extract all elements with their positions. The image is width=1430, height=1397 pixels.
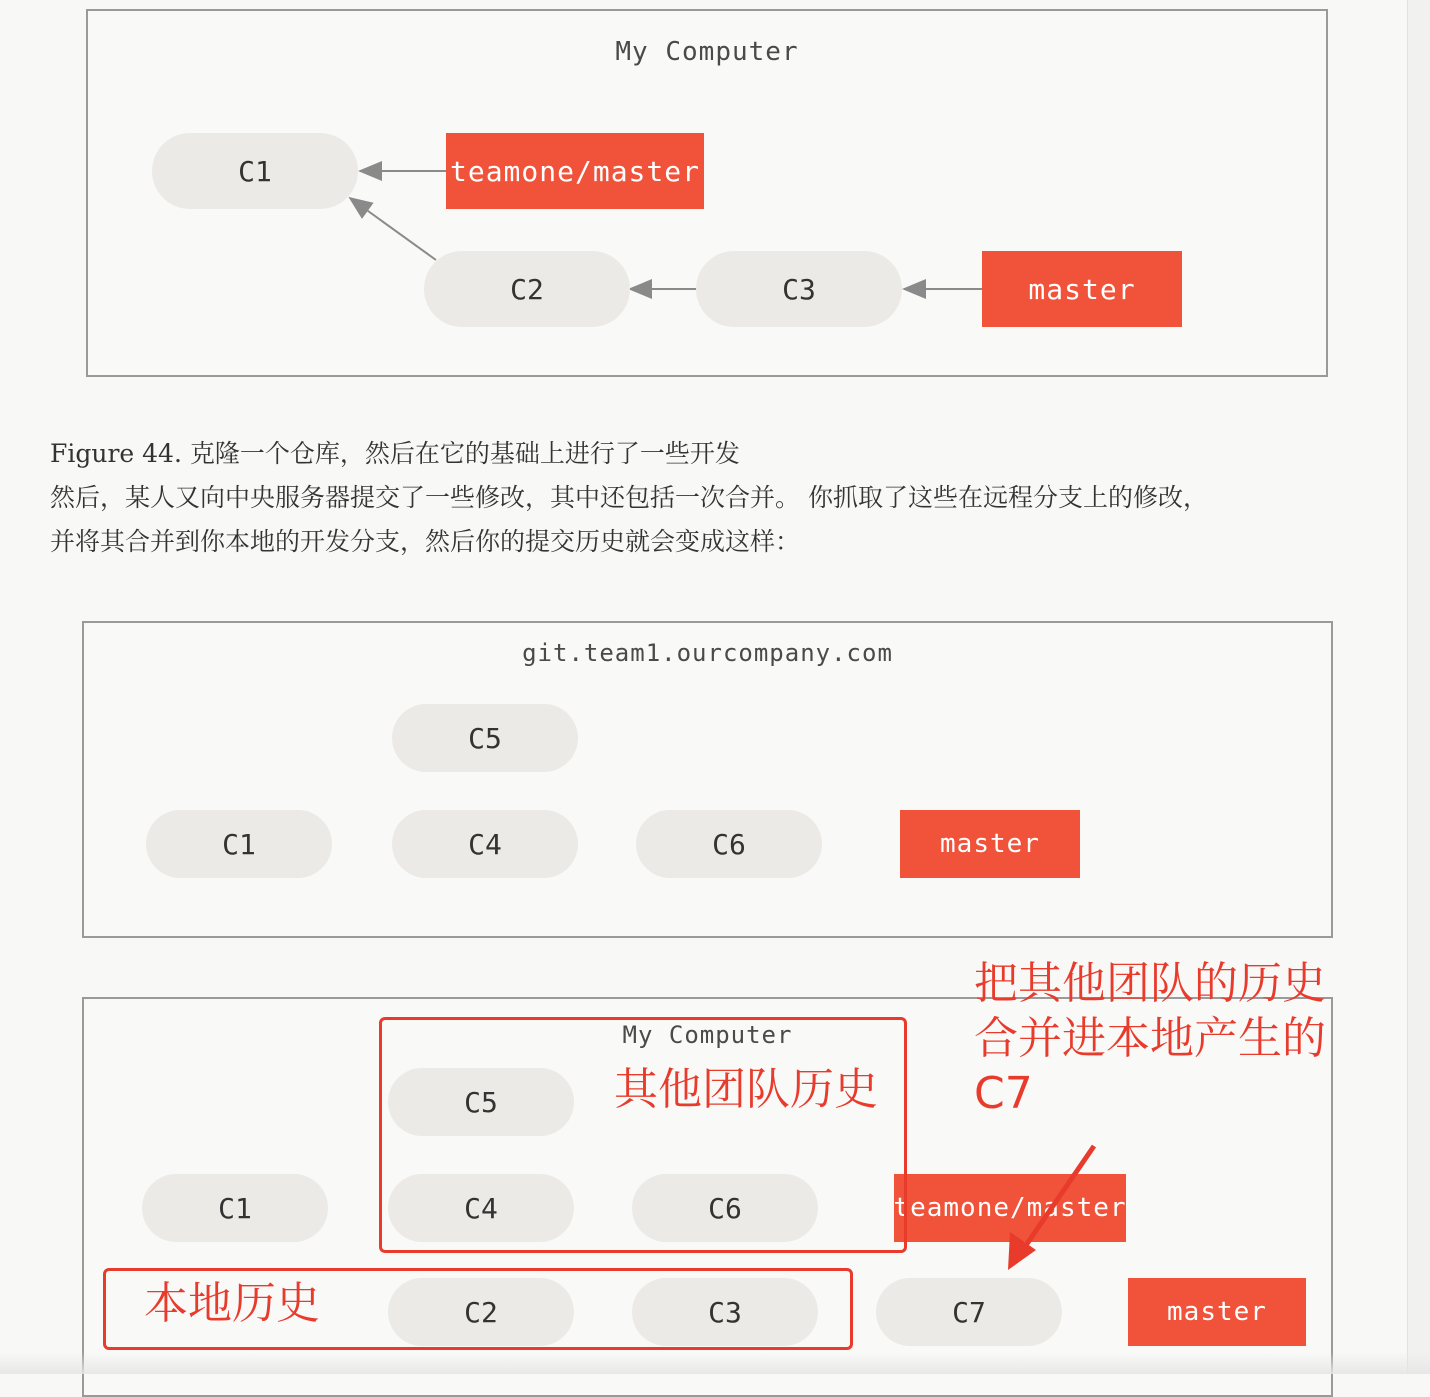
branch-teamone-master: teamone/master	[446, 133, 704, 209]
scrollbar[interactable]	[1407, 0, 1430, 1374]
caption-line-3: 并将其合并到你本地的开发分支，然后你的提交历史就会变成这样：	[50, 527, 801, 556]
figure-title: git.team1.ourcompany.com	[522, 639, 893, 667]
commit-c2: C2	[388, 1278, 574, 1346]
commit-c4: C4	[388, 1174, 574, 1242]
commit-c6: C6	[636, 810, 822, 878]
other-team-history-label: 其他团队历史	[614, 1064, 878, 1115]
merge-note-line-1: 把其他团队的历史	[974, 958, 1326, 1009]
branch-master: master	[982, 251, 1182, 327]
figure-title: My Computer	[615, 37, 799, 67]
commit-c6: C6	[632, 1174, 818, 1242]
merge-note-line-3: C7	[974, 1068, 1033, 1119]
branch-master: master	[1128, 1278, 1306, 1346]
branch-teamone-master: teamone/master	[894, 1174, 1126, 1242]
commit-c1: C1	[146, 810, 332, 878]
commit-c3: C3	[696, 251, 902, 327]
merge-note-line-2: 合并进本地产生的	[974, 1013, 1326, 1064]
commit-c1: C1	[152, 133, 358, 209]
figure-title: My Computer	[622, 1021, 793, 1049]
commit-c5: C5	[388, 1068, 574, 1136]
branch-master: master	[900, 810, 1080, 878]
bottom-shadow	[0, 1352, 1430, 1374]
commit-c3: C3	[632, 1278, 818, 1346]
commit-c1: C1	[142, 1174, 328, 1242]
commit-c2: C2	[424, 251, 630, 327]
commit-c5: C5	[392, 704, 578, 772]
commit-c4: C4	[392, 810, 578, 878]
commit-c7: C7	[876, 1278, 1062, 1346]
caption-line-1: Figure 44. 克隆一个仓库，然后在它的基础上进行了一些开发	[50, 439, 740, 468]
local-history-label: 本地历史	[144, 1278, 320, 1329]
caption-line-2: 然后，某人又向中央服务器提交了一些修改，其中还包括一次合并。 你抓取了这些在远程分支上的修改，	[50, 483, 1208, 512]
pointer-arrow-shaft	[1020, 1146, 1094, 1254]
